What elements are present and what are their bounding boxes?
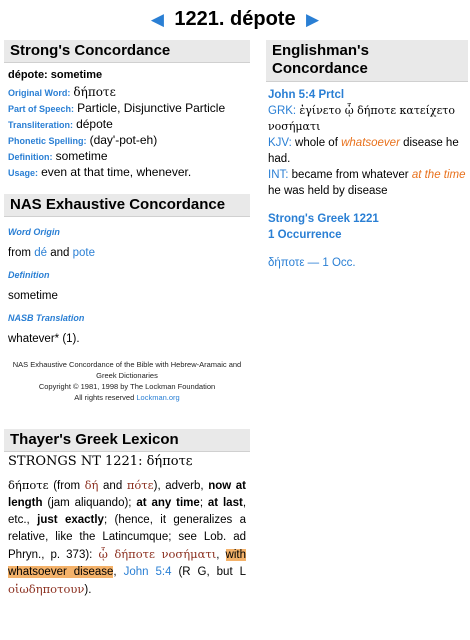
origin-and: and: [50, 247, 70, 259]
page-title: 1221. dépote: [174, 8, 296, 30]
thayer-ref-link[interactable]: John 5:4: [123, 566, 172, 578]
thayer-bold-4: just exactly: [37, 514, 104, 526]
original-word-row: [8, 85, 246, 101]
page-header: [0, 8, 470, 36]
original-word-value: δήποτε: [73, 85, 116, 99]
word-origin-label: Word Origin: [8, 227, 60, 237]
occurrence-link[interactable]: δήποτε — 1 Occ.: [268, 257, 356, 269]
usage-label: Usage:: [8, 168, 39, 178]
nas-definition-label: Definition: [8, 270, 50, 280]
definition-row: [8, 149, 246, 165]
transliteration-row: [8, 117, 246, 133]
word-origin-row: [8, 247, 246, 259]
int-text-post: he was held by disease: [268, 185, 388, 197]
int-label: INT:: [268, 169, 289, 181]
origin-link-de[interactable]: dé: [34, 247, 47, 259]
nas-body: [4, 227, 250, 403]
nas-copyright: [8, 359, 246, 403]
strongs-greek-title: Strong's Greek 1221: [268, 213, 379, 225]
thayer-body: [4, 452, 250, 601]
thayer-strongs-line: STRONGS NT 1221: δήποτε: [8, 454, 193, 469]
nasb-translation-value: whatever* (1).: [8, 333, 80, 345]
usage-row: [8, 165, 246, 181]
nasb-translation-label: NASB Translation: [8, 313, 85, 323]
strongs-headword: dépote: sometime: [8, 69, 103, 81]
phonetic-value: (day'-pot-eh): [89, 133, 158, 147]
thayer-text-9: (R G, but L: [171, 566, 247, 578]
thayer-entry: [8, 477, 246, 599]
thayer-text-1: (from: [48, 480, 85, 492]
part-of-speech-value: Particle, Disjunctive Particle: [77, 101, 226, 115]
thayer-text-7: ,: [216, 549, 226, 561]
thayer-highlight: with whatsoever disease: [8, 549, 246, 578]
part-of-speech-label: Part of Speech:: [8, 104, 75, 114]
legal-line-4: [8, 392, 246, 403]
thayer-text-and: and: [98, 480, 127, 492]
phonetic-row: [8, 133, 246, 149]
usage-value: even at that time, whenever.: [41, 165, 192, 179]
legal-line-1: NAS Exhaustive Concordance of the Bible with Hebrew-Aramaic and: [12, 360, 242, 369]
legal-line-2: Greek Dictionaries: [96, 371, 158, 380]
thayer-bold-1: now at length: [8, 480, 246, 509]
legal-rights: All rights reserved: [74, 393, 135, 402]
nas-definition-value: sometime: [8, 290, 58, 302]
thayer-bold-2: at any time: [136, 497, 200, 509]
left-column: [4, 40, 250, 601]
strongs-heading: Strong's Concordance: [4, 40, 250, 63]
thayer-greek-phrase: ᾧ δήποτε νοσήματι: [98, 547, 217, 561]
grk-row: [268, 103, 466, 135]
part-of-speech-row: [8, 101, 246, 117]
thayer-text-2: ), adverb,: [153, 480, 209, 492]
thayer-bold-3: at last: [207, 497, 243, 509]
thayer-text-8: ,: [113, 566, 124, 578]
thayer-text-6: ; (hence, it generalizes a relative, like the Latincumque; see Lob. ad Phryn., p. 373):: [8, 514, 247, 561]
nas-heading: NAS Exhaustive Concordance: [4, 194, 250, 217]
original-word-label: Original Word:: [8, 88, 71, 98]
phonetic-label: Phonetic Spelling:: [8, 136, 87, 146]
transliteration-label: Transliteration:: [8, 120, 74, 130]
origin-from: from: [8, 247, 31, 259]
grk-text: ἐγίνετο ᾧ δήποτε κατείχετο νοσήματι: [268, 104, 455, 133]
next-arrow-icon[interactable]: ▶: [306, 9, 320, 29]
verse-ref-link[interactable]: John 5:4 Prtcl: [268, 89, 345, 101]
thayer-greek-variant: οἱωδηποτουν: [8, 582, 85, 596]
int-row: [268, 167, 466, 199]
kjv-row: [268, 135, 466, 167]
englishman-heading: Englishman's Concordance: [266, 40, 468, 82]
int-highlight: at the time: [411, 169, 466, 181]
thayer-text-3: (jam aliquando);: [42, 497, 137, 509]
thayer-word: δήποτε: [8, 478, 49, 492]
int-text-pre: became from whatever: [288, 169, 412, 181]
right-column: [266, 40, 468, 271]
thayer-text-10: ).: [84, 584, 92, 596]
kjv-text-post: disease he had.: [268, 137, 459, 165]
englishman-body: [266, 82, 468, 271]
prev-arrow-icon[interactable]: ◀: [150, 9, 164, 29]
definition-label: Definition:: [8, 152, 53, 162]
strongs-body: [4, 63, 250, 181]
grk-label: GRK:: [268, 105, 297, 117]
thayer-text-5: , etc.,: [8, 497, 247, 526]
thayer-greek-de: δή: [84, 478, 99, 492]
occurrence-count: 1 Occurrence: [268, 229, 342, 241]
kjv-label: KJV:: [268, 137, 292, 149]
thayer-greek-pote: πότε: [126, 478, 154, 492]
lockman-link[interactable]: Lockman.org: [136, 393, 180, 402]
transliteration-value: dépote: [76, 117, 113, 131]
thayer-text-4: ;: [199, 497, 208, 509]
legal-line-3: Copyright © 1981, 1998 by The Lockman Foundation: [38, 382, 216, 391]
definition-value: sometime: [55, 149, 108, 163]
kjv-text-pre: whole of: [291, 137, 342, 149]
thayer-heading: Thayer's Greek Lexicon: [4, 429, 250, 452]
kjv-highlight: whatsoever: [341, 137, 400, 149]
origin-link-pote[interactable]: pote: [72, 247, 95, 259]
